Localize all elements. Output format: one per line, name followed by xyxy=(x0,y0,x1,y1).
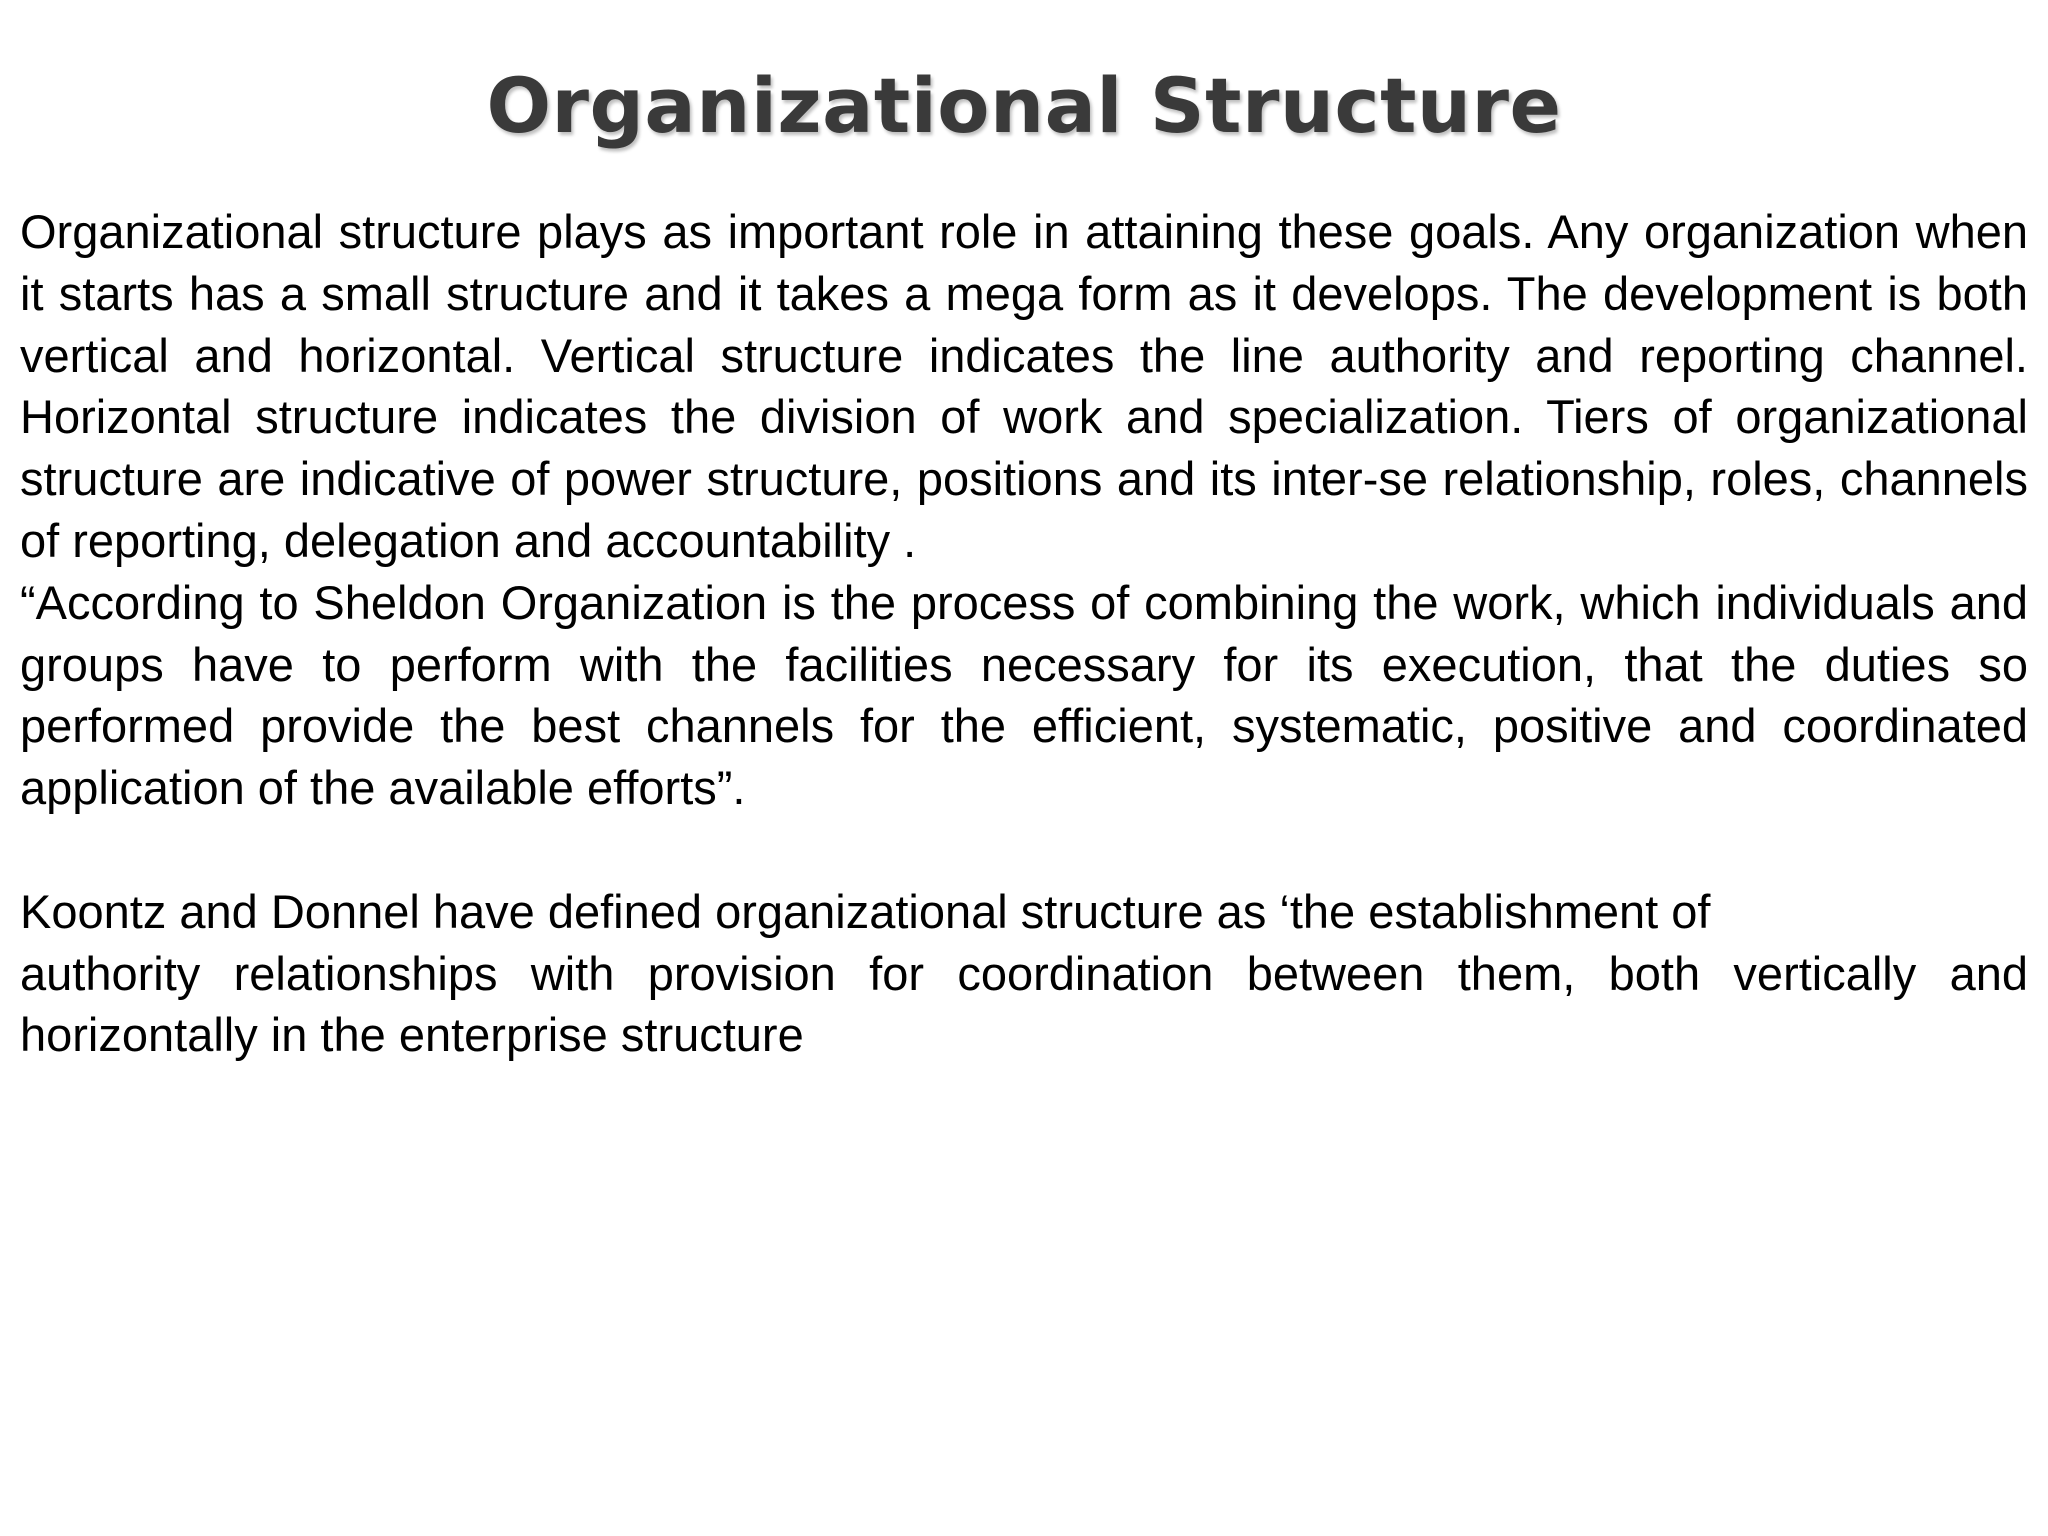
paragraph-structure-intro: Organizational structure plays as important role in attaining these goals. Any organization when it starts has a small structure and it takes a mega form as it develops. The development is both vertical and horizontal. Vertical structure indicates the line authority and reporting channel. Horizontal structure indicates the division of work and specialization. Tiers of organizational structure are indicative of power structure, positions and its inter-se relationship, roles, channels of reporting, delegation and accountability . xyxy=(20,205,2028,567)
paragraph-sheldon-quote: “According to Sheldon Organization is the process of combining the work, which individuals and groups have to perform with the facilities necessary for its execution, that the duties so performed provide the best channels for the efficient, systematic, positive and coordinated application of the available efforts”. xyxy=(20,575,2028,815)
slide-title: Organizational Structure xyxy=(486,61,1562,150)
slide-body xyxy=(20,201,2028,1066)
paragraph-koontz-rest: authority relationships with provision for coordination between them, both vertically and horizontally in the enterprise structure xyxy=(20,946,2028,1062)
paragraph-koontz-line1: Koontz and Donnel have defined organizational structure as ‘the establishment of xyxy=(20,884,1711,938)
paragraph-gap xyxy=(20,819,2028,881)
